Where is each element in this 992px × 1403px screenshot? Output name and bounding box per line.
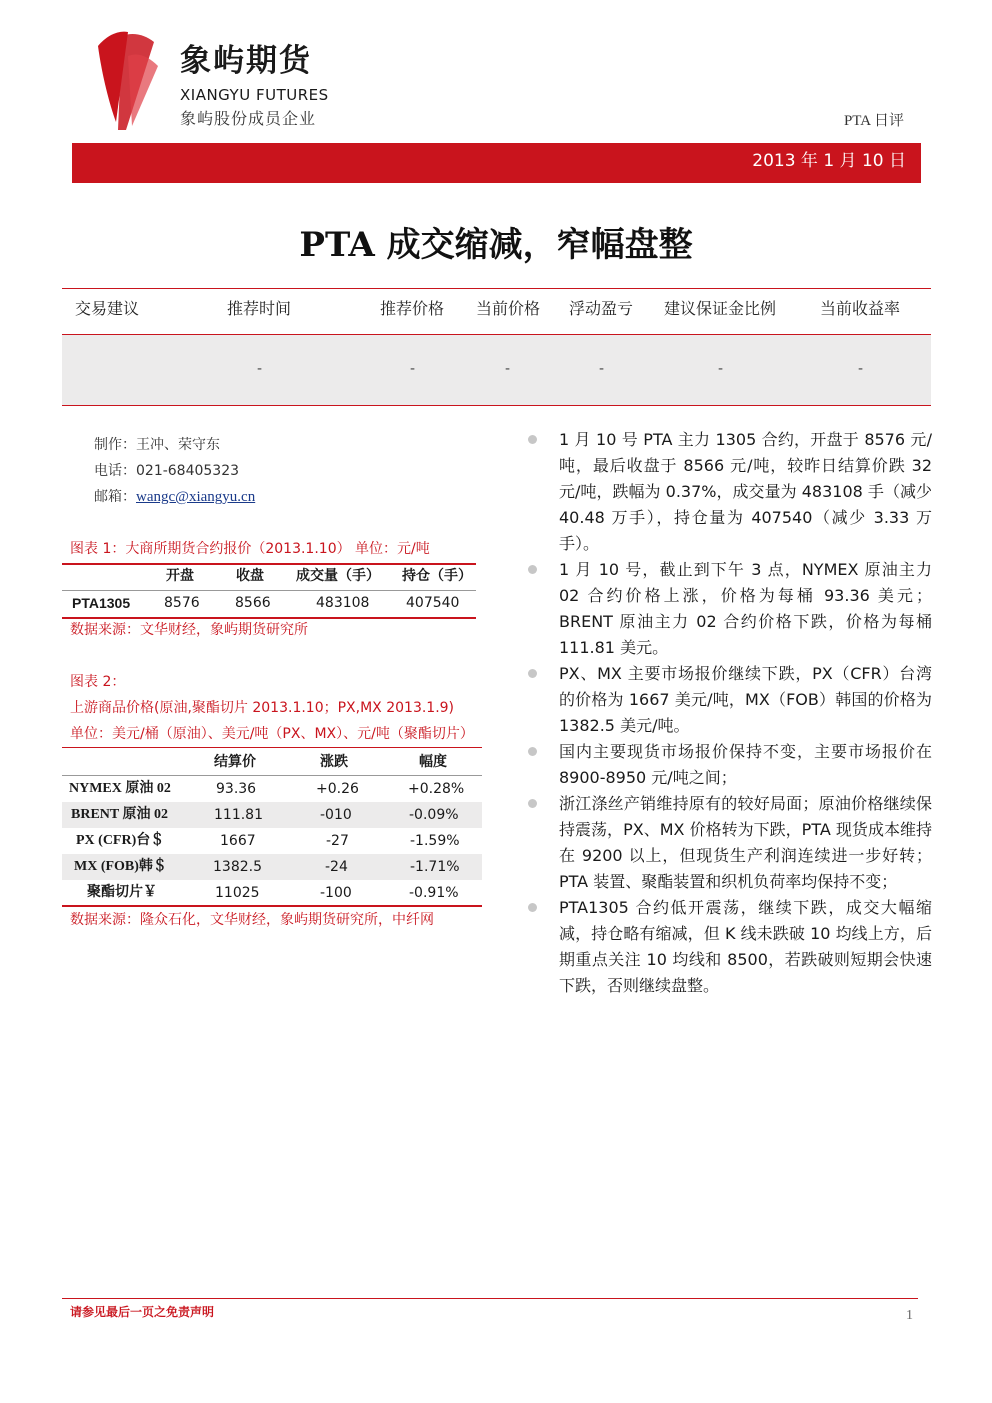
report-date: 2013 年 1 月 10 日 bbox=[752, 151, 906, 171]
table1-source: 数据来源：文华财经，象屿期货研究所 bbox=[70, 622, 308, 638]
bullet-dot-icon bbox=[528, 565, 537, 574]
rec-header-current-price: 当前价格 bbox=[476, 299, 541, 318]
table1-header-close: 收盘 bbox=[236, 568, 264, 584]
table2-cell-pct: -0.09% bbox=[409, 807, 459, 823]
recommendation-values-band bbox=[62, 335, 931, 405]
list-item: 1 月 10 号，截止到下午 3 点，NYMEX 原油主力 02 合约价格上涨，价格为每桶 93.36 美元；BRENT 原油主力 02 合约价格下跌，价格为每桶 111.81 美元。 bbox=[528, 557, 932, 661]
rec-value-yield: - bbox=[858, 361, 864, 377]
list-item: 1 月 10 号 PTA 主力 1305 合约，开盘于 8576 元/吨，最后收盘于 8566 元/吨，较昨日结算价跌 32 元/吨，跌幅为 0.37%，成交量为 483108 手（减少 40.48 万手），持仓量为 407540（减少 3.33 万手）。 bbox=[528, 427, 932, 557]
table2-cell-pct: -1.59% bbox=[410, 833, 460, 849]
divider bbox=[62, 905, 482, 907]
table2-cell-change: +0.26 bbox=[316, 781, 359, 797]
table2-cell-settle: 111.81 bbox=[214, 807, 263, 823]
table1-caption: 图表 1：大商所期货合约报价（2013.1.10） 单位：元/吨 bbox=[70, 541, 430, 557]
table1-cell-oi: 407540 bbox=[406, 595, 460, 611]
divider bbox=[62, 590, 476, 591]
divider bbox=[62, 288, 931, 289]
rec-header-trade-advice: 交易建议 bbox=[75, 299, 140, 318]
table2-cell-pct: -0.91% bbox=[409, 885, 459, 901]
rec-value-current-price: - bbox=[505, 361, 511, 377]
table2-cell-name: BRENT 原油 02 bbox=[71, 807, 168, 822]
table1-header-oi: 持仓（手） bbox=[402, 568, 472, 584]
table1-header-volume: 成交量（手） bbox=[296, 568, 380, 584]
rec-value-pnl: - bbox=[599, 361, 605, 377]
table2-caption-units: 单位：美元/桶（原油）、美元/吨（PX、MX）、元/吨（聚酯切片） bbox=[70, 726, 474, 742]
author-maker: 制作：王冲、荣守东 bbox=[94, 437, 220, 453]
table2-cell-name: MX (FOB)韩＄ bbox=[74, 859, 167, 874]
table2-cell-settle: 93.36 bbox=[216, 781, 257, 797]
divider bbox=[62, 405, 931, 406]
table2-cell-name: 聚酯切片￥ bbox=[87, 885, 157, 900]
table2-caption-title: 上游商品价格(原油,聚酯切片 2013.1.10；PX,MX 2013.1.9) bbox=[70, 700, 455, 716]
rec-header-time: 推荐时间 bbox=[227, 299, 292, 318]
table1-cell-contract: PTA1305 bbox=[72, 595, 131, 611]
table2-cell-pct: +0.28% bbox=[408, 781, 465, 797]
table2-cell-settle: 1667 bbox=[220, 833, 256, 849]
table1-header-open: 开盘 bbox=[166, 568, 194, 584]
rec-header-yield: 当前收益率 bbox=[820, 299, 901, 318]
divider bbox=[62, 334, 931, 335]
divider bbox=[62, 1298, 918, 1299]
table2-header-change: 涨跌 bbox=[320, 754, 348, 770]
table1-cell-close: 8566 bbox=[235, 595, 271, 611]
table2-cell-name: PX (CFR)台＄ bbox=[76, 833, 165, 848]
rec-header-margin: 建议保证金比例 bbox=[664, 299, 777, 318]
page-number: 1 bbox=[906, 1308, 913, 1323]
table2-caption-label: 图表 2： bbox=[70, 674, 126, 690]
bullet-dot-icon bbox=[528, 799, 537, 808]
list-item: PX、MX 主要市场报价继续下跌，PX（CFR）台湾的价格为 1667 美元/吨，MX（FOB）韩国的价格为 1382.5 美元/吨。 bbox=[528, 661, 932, 739]
table2-cell-change: -27 bbox=[326, 833, 349, 849]
table2-cell-settle: 1382.5 bbox=[213, 859, 262, 875]
divider bbox=[62, 747, 482, 748]
table2-cell-change: -100 bbox=[320, 885, 352, 901]
list-item: 国内主要现货市场报价保持不变，主要市场报价在 8900-8950 元/吨之间； bbox=[528, 739, 932, 791]
table2-cell-change: -24 bbox=[325, 859, 348, 875]
company-name-en: XIANGYU FUTURES bbox=[180, 86, 329, 104]
divider bbox=[62, 563, 476, 565]
analysis-bullet-list bbox=[528, 427, 932, 999]
divider bbox=[62, 617, 476, 619]
rec-header-pnl: 浮动盈亏 bbox=[569, 299, 634, 318]
table2-source: 数据来源：隆众石化，文华财经，象屿期货研究所，中纤网 bbox=[70, 912, 434, 928]
table2-cell-settle: 11025 bbox=[215, 885, 260, 901]
rec-value-margin: - bbox=[718, 361, 724, 377]
table2-cell-pct: -1.71% bbox=[410, 859, 460, 875]
table2-cell-name: NYMEX 原油 02 bbox=[69, 781, 171, 796]
list-item: 浙江涤丝产销维持原有的较好局面；原油价格继续保持震荡，PX、MX 价格转为下跌，PTA 现货成本维持在 9200 以上，但现货生产利润连续进一步好转；PTA 装置、聚酯装置和织机负荷率均保持不变； bbox=[528, 791, 932, 895]
page-title: PTA 成交缩减，窄幅盘整 bbox=[299, 225, 693, 265]
list-item: PTA1305 合约低开震荡，继续下跌，成交大幅缩减，持仓略有缩减，但 K 线未跌破 10 均线上方，后期重点关注 10 均线和 8500，若跌破则短期会快速下跌，否则继续盘整。 bbox=[528, 895, 932, 999]
disclaimer-note: 请参见最后一页之免责声明 bbox=[70, 1305, 215, 1319]
report-type: PTA 日评 bbox=[843, 113, 904, 129]
table1-cell-volume: 483108 bbox=[316, 595, 370, 611]
bullet-dot-icon bbox=[528, 435, 537, 444]
email-link[interactable]: wangc@xiangyu.cn bbox=[136, 489, 256, 505]
bullet-dot-icon bbox=[528, 669, 537, 678]
company-subtitle: 象屿股份成员企业 bbox=[180, 109, 317, 128]
rec-value-time: - bbox=[257, 361, 263, 377]
bullet-dot-icon bbox=[528, 903, 537, 912]
table1-cell-open: 8576 bbox=[164, 595, 200, 611]
table2-header-settle: 结算价 bbox=[214, 754, 256, 770]
company-logo-mark-icon bbox=[88, 26, 160, 134]
author-phone: 电话：021-68405323 bbox=[94, 463, 240, 479]
company-name-cn: 象屿期货 bbox=[180, 43, 312, 79]
author-email: 邮箱：wangc@xiangyu.cn bbox=[94, 489, 256, 505]
table2-cell-change: -010 bbox=[320, 807, 352, 823]
rec-value-price: - bbox=[410, 361, 416, 377]
bullet-dot-icon bbox=[528, 747, 537, 756]
rec-header-price: 推荐价格 bbox=[380, 299, 445, 318]
table2-header-pct: 幅度 bbox=[419, 754, 447, 770]
